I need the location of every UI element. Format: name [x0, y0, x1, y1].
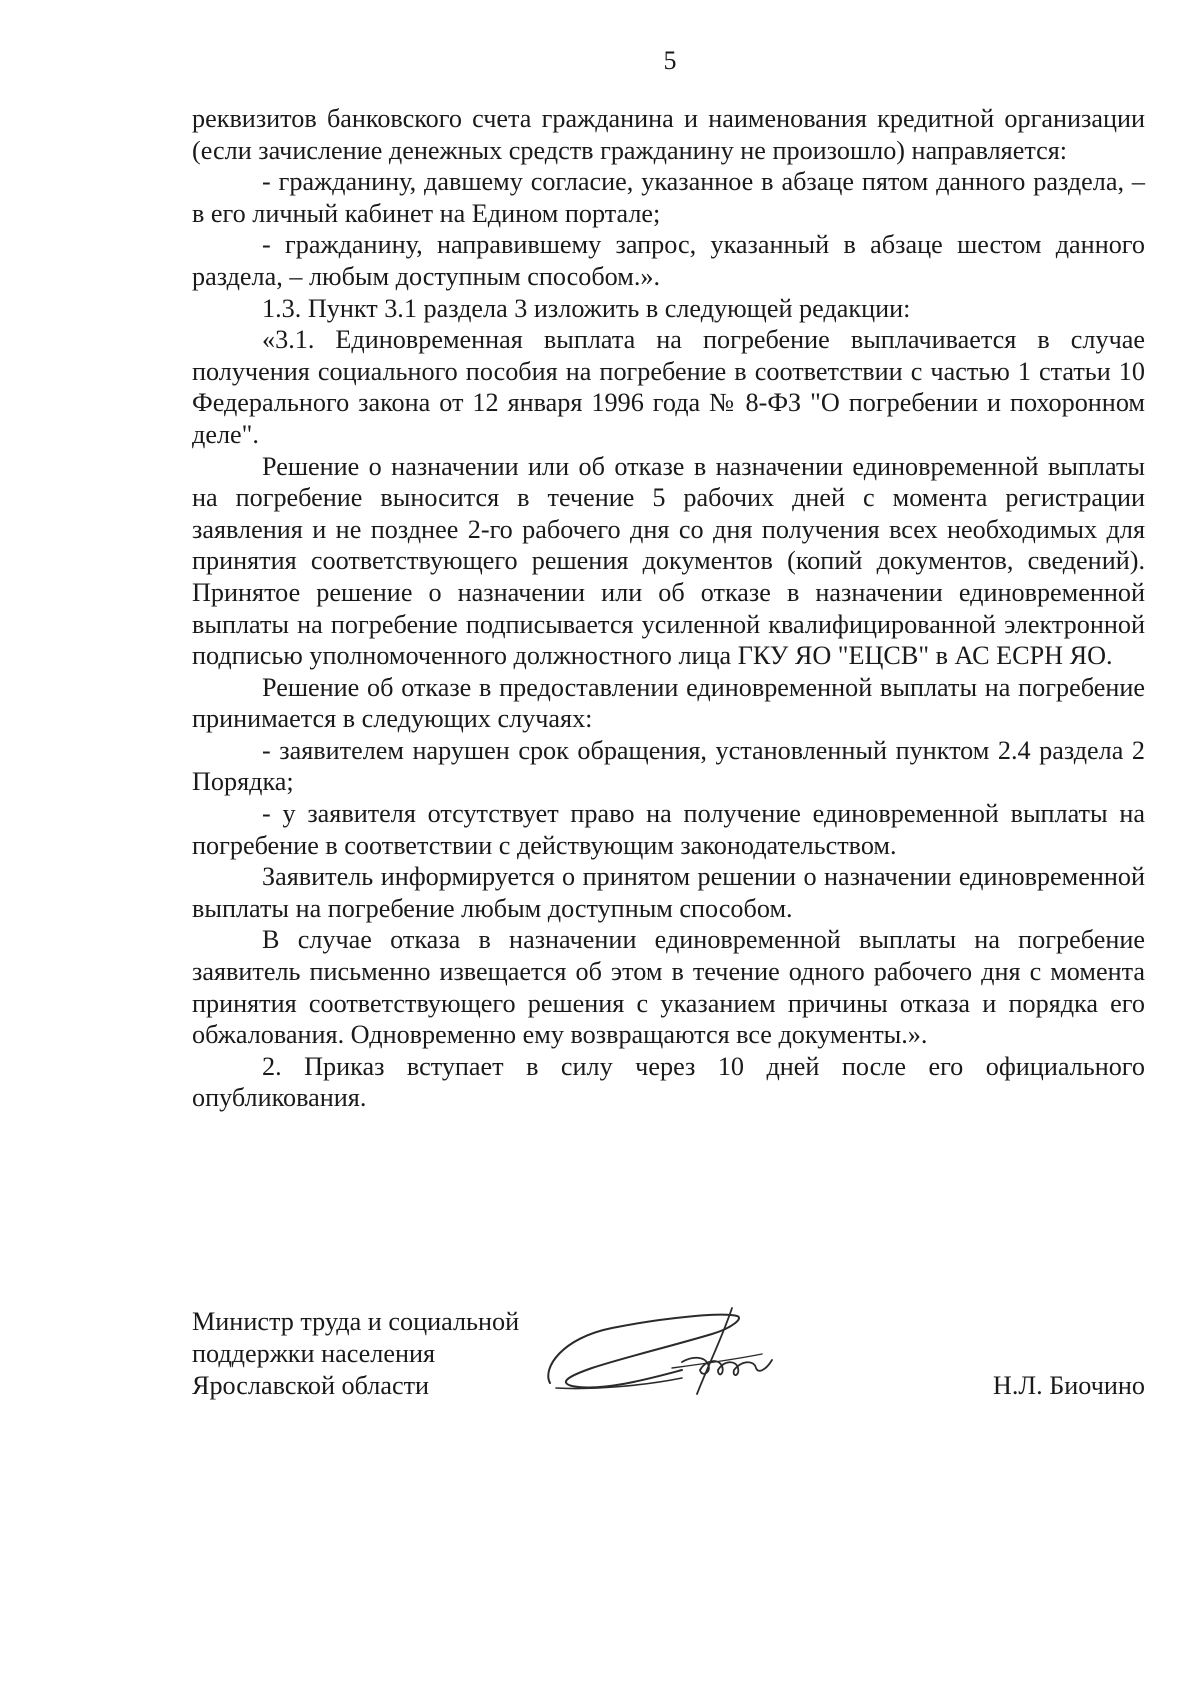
page-number: 5 — [663, 46, 677, 75]
handwritten-signature-icon — [532, 1298, 792, 1408]
paragraph-5: «3.1. Единовременная выплата на погребение выплачивается в случае получения социального пособия на погребение в соответствии с частью 1 статьи 10 Федерального закона от 12 января 1996 года № 8-ФЗ "О погребении и похоронном деле". — [192, 325, 1145, 449]
signatory-title-line-2: поддержки населения — [192, 1339, 436, 1368]
paragraph-8: - заявителем нарушен срок обращения, установленный пунктом 2.4 раздела 2 Порядка; — [192, 735, 1145, 797]
paragraph-1: реквизитов банковского счета гражданина и наименования кредитной организации (если зачисление денежных средств гражданину не произошло) направляется: — [192, 104, 1145, 165]
paragraph-9: - у заявителя отсутствует право на получение единовременной выплаты на погребение в соответствии с действующим законодательством. — [192, 799, 1145, 860]
paragraph-11: В случае отказа в назначении единовременной выплаты на погребение заявитель письменно извещается об этом в течение одного рабочего дня с момента принятия соответствующего решения с указанием причины отказа и порядка его обжалования. Одновременно ему возвращаются все документы.». — [192, 925, 1145, 1050]
paragraph-10: Заявитель информируется о принятом решении о назначении единовременной выплаты на погребение любым доступным способом. — [192, 862, 1145, 923]
signatory-title-line-1: Министр труда и социальной — [192, 1307, 520, 1336]
paragraph-12: 2. Приказ вступает в силу через 10 дней после его официального опубликования. — [192, 1051, 1145, 1113]
paragraph-3: - гражданину, направившему запрос, указанный в абзаце шестом данного раздела, – любым доступным способом.». — [192, 230, 1145, 291]
document-body — [192, 103, 1145, 1114]
paragraph-7: Решение об отказе в предоставлении единовременной выплаты на погребение принимается в следующих случаях: — [192, 672, 1145, 734]
paragraph-4: 1.3. Пункт 3.1 раздела 3 изложить в следующей редакции: — [262, 293, 911, 323]
paragraph-2: - гражданину, давшему согласие, указанное в абзаце пятом данного раздела, – в его личный кабинет на Едином портале; — [192, 167, 1145, 228]
paragraph-6: Решение о назначении или об отказе в назначении единовременной выплаты на погребение выносится в течение 5 рабочих дней с момента регистрации заявления и не позднее 2-го рабочего дня со дня получения всех необходимых для принятия соответствующего решения документов (копий документов, сведений). Принятое решение о назначении или об отказе в назначении единовременной выплаты на погребение подписывается усиленной квалифицированной электронной подписью уполномоченного должностного лица ГКУ ЯО "ЕЦСВ" в АС ЕСРН ЯО. — [192, 451, 1145, 671]
signatory-name: Н.Л. Биочино — [992, 1371, 1145, 1400]
signatory-title-line-3: Ярославской области — [192, 1371, 430, 1400]
signature-block — [192, 1306, 1145, 1426]
